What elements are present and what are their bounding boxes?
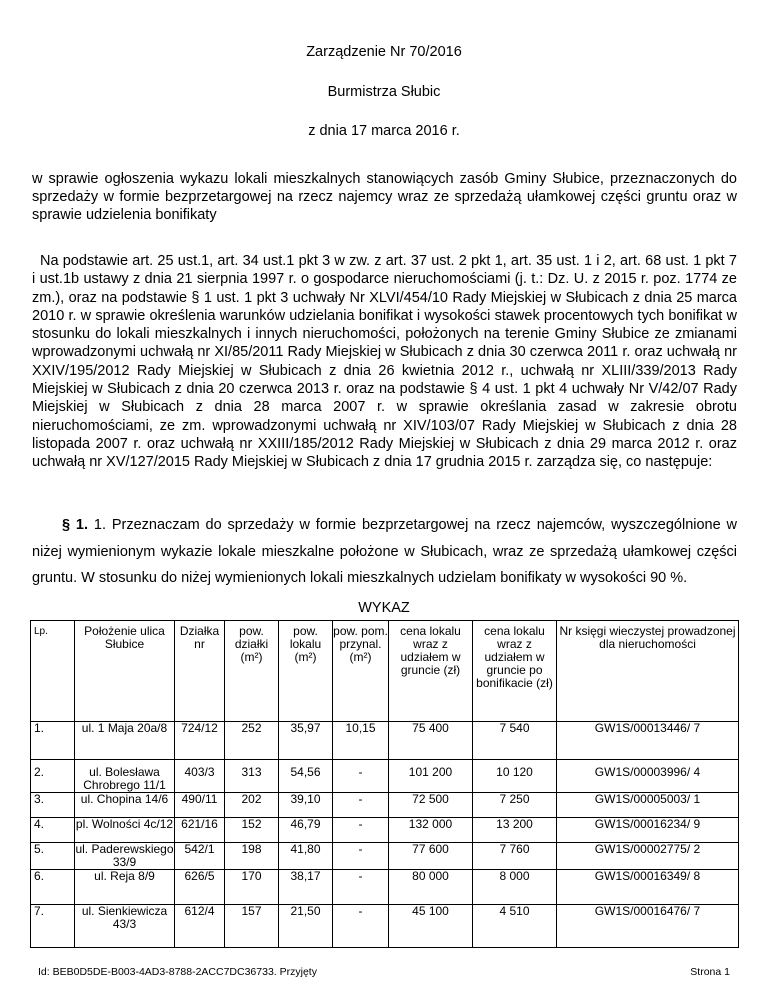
cell-plot: 621/16 bbox=[175, 818, 225, 843]
paragraph-1 bbox=[32, 512, 737, 592]
cell-price: 75 400 bbox=[389, 722, 473, 760]
document-issuer: Burmistrza Słubic bbox=[327, 84, 441, 100]
cell-adjacent-area: 10,15 bbox=[333, 722, 389, 760]
cell-plot: 542/1 bbox=[175, 843, 225, 870]
cell-plot: 724/12 bbox=[175, 722, 225, 760]
cell-unit-area: 54,56 bbox=[279, 760, 333, 793]
property-table-container bbox=[30, 620, 738, 948]
cell-address: ul. 1 Maja 20a/8 bbox=[75, 722, 175, 760]
header-lp: Lp. bbox=[31, 621, 75, 722]
table-row bbox=[31, 760, 739, 793]
cell-price: 101 200 bbox=[389, 760, 473, 793]
header-land-register: Nr księgi wieczystej prowadzonej dla nieruchomości bbox=[557, 621, 739, 722]
paragraph-1-text: 1. Przeznaczam do sprzedaży w formie bezprzetargowej na rzecz najemców, wyszczególnione w niżej wymienionym wykazie lokale mieszkalne położone w Słubicach, wraz ze sprzedażą ułamkowej części gruntu. W stosunku do niżej wymienionych lokali mieszkalnych udzielam bonifikaty w wysokości 90 %. bbox=[32, 517, 738, 586]
cell-lp: 1. bbox=[31, 722, 75, 760]
header-address: Położenie ulica Słubice bbox=[75, 621, 175, 722]
document-title: Zarządzenie Nr 70/2016 bbox=[306, 44, 462, 60]
table-row bbox=[31, 793, 739, 818]
header-price: cena lokalu wraz z udziałem w gruncie (zł) bbox=[389, 621, 473, 722]
cell-plot: 612/4 bbox=[175, 905, 225, 948]
table-row bbox=[31, 722, 739, 760]
cell-lp: 5. bbox=[31, 843, 75, 870]
cell-plot-area: 152 bbox=[225, 818, 279, 843]
cell-price: 77 600 bbox=[389, 843, 473, 870]
cell-price-discount: 4 510 bbox=[473, 905, 557, 948]
header-unit-area: pow. lokalu (m²) bbox=[279, 621, 333, 722]
table-title: WYKAZ bbox=[358, 600, 410, 616]
document-date: z dnia 17 marca 2016 r. bbox=[308, 123, 460, 139]
cell-unit-area: 21,50 bbox=[279, 905, 333, 948]
cell-plot-area: 157 bbox=[225, 905, 279, 948]
cell-plot: 490/11 bbox=[175, 793, 225, 818]
cell-land-register: GW1S/00016234/ 9 bbox=[557, 818, 739, 843]
table-row bbox=[31, 905, 739, 948]
cell-price-discount: 7 250 bbox=[473, 793, 557, 818]
cell-adjacent-area: - bbox=[333, 905, 389, 948]
cell-price-discount: 8 000 bbox=[473, 870, 557, 905]
cell-address: pl. Wolności 4c/12 bbox=[75, 818, 175, 843]
cell-adjacent-area: - bbox=[333, 793, 389, 818]
cell-plot-area: 313 bbox=[225, 760, 279, 793]
cell-price: 80 000 bbox=[389, 870, 473, 905]
table-header-row bbox=[31, 621, 739, 722]
header-plot-area: pow. działki (m²) bbox=[225, 621, 279, 722]
document-subject: w sprawie ogłoszenia wykazu lokali mieszkalnych stanowiących zasób Gminy Słubice, przeznaczonych do sprzedaży w formie bezprzetargowej na rzecz najemcy wraz ze sprzedażą ułamkowej części gruntu oraz w sprawie udzielenia bonifikaty bbox=[32, 171, 737, 223]
cell-land-register: GW1S/00002775/ 2 bbox=[557, 843, 739, 870]
cell-plot-area: 170 bbox=[225, 870, 279, 905]
header-plot: Działka nr bbox=[175, 621, 225, 722]
cell-address: ul. Chopina 14/6 bbox=[75, 793, 175, 818]
cell-address: ul. Reja 8/9 bbox=[75, 870, 175, 905]
cell-address: ul. Paderewskiego 33/9 bbox=[75, 842, 174, 869]
cell-price-discount: 13 200 bbox=[473, 818, 557, 843]
cell-plot: 403/3 bbox=[175, 760, 225, 793]
legal-basis: Na podstawie art. 25 ust.1, art. 34 ust.1 pkt 3 w zw. z art. 37 ust. 2 pkt 1, art. 35 ust. 1 i 2, art. 68 ust. 1 pkt 7 i ust.1b ustawy z dnia 21 sierpnia 1997 r. o gospodarce nieruchomościami (j. t.: Dz. U. z 2015 r. poz. 1774 ze zm.), oraz na podstawie § 1 ust. 1 pkt 3 uchwały Nr XLVI/454/10 Rady Miejskiej w Słubicach z dnia 25 marca 2010 r. w sprawie określenia warunków udzielania bonifikat i wysokości stawek procentowych tych bonifikat w stosunku do lokali mieszkalnych i innych nieruchomości, położonych na terenie Gminy Słubice ze zmianami wprowadzonymi uchwałą nr XI/85/2011 Rady Miejskiej w Słubicach z dnia 30 czerwca 2011 r. oraz uchwałą nr XXIV/195/2012 Rady Miejskiej w Słubicach z dnia 26 kwietnia 2012 r., uchwałą nr XLIII/339/2013 Rady Miejskiej w Słubicach z dnia 20 czerwca 2013 r. oraz na podstawie § 4 ust. 1 pkt 4 uchwały Nr V/42/07 Rady Miejskiej w Słubicach z dnia 28 marca 2007 r. w sprawie określania zasad w zakresie obrotu nieruchomościami, ze zm. wprowadzonymi uchwałą nr XIV/103/07 Rady Miejskiej w Słubicach z dnia 28 listopada 2007 r. oraz uchwałą nr XXIII/185/2012 Rady Miejskiej w Słubicach z dnia 29 marca 2012 r. oraz uchwałą nr XV/127/2015 Rady Miejskiej w Słubicach z dnia 17 grudnia 2015 r. zarządza się, co następuje: bbox=[32, 253, 737, 471]
table-row bbox=[31, 843, 739, 870]
cell-adjacent-area: - bbox=[333, 843, 389, 870]
cell-adjacent-area: - bbox=[333, 760, 389, 793]
cell-price-discount: 7 760 bbox=[473, 843, 557, 870]
cell-land-register: GW1S/00016476/ 7 bbox=[557, 905, 739, 948]
cell-unit-area: 41,80 bbox=[279, 843, 333, 870]
cell-price: 45 100 bbox=[389, 905, 473, 948]
cell-address: ul. Sienkiewicza 43/3 bbox=[75, 905, 175, 948]
property-table bbox=[30, 620, 739, 948]
cell-unit-area: 39,10 bbox=[279, 793, 333, 818]
header-price-discount: cena lokalu wraz z udziałem w gruncie po bonifikacie (zł) bbox=[473, 621, 557, 722]
cell-lp: 3. bbox=[31, 793, 75, 818]
cell-land-register: GW1S/00016349/ 8 bbox=[557, 870, 739, 905]
cell-plot-area: 198 bbox=[225, 843, 279, 870]
cell-lp: 4. bbox=[31, 818, 75, 843]
cell-price: 72 500 bbox=[389, 793, 473, 818]
cell-price: 132 000 bbox=[389, 818, 473, 843]
page-number: Strona 1 bbox=[690, 966, 730, 978]
cell-lp: 7. bbox=[31, 905, 75, 948]
cell-plot-area: 252 bbox=[225, 722, 279, 760]
cell-price-discount: 7 540 bbox=[473, 722, 557, 760]
cell-unit-area: 38,17 bbox=[279, 870, 333, 905]
cell-land-register: GW1S/00013446/ 7 bbox=[557, 722, 739, 760]
cell-lp: 2. bbox=[31, 760, 75, 793]
cell-land-register: GW1S/00003996/ 4 bbox=[557, 760, 739, 793]
cell-price-discount: 10 120 bbox=[473, 760, 557, 793]
header-adjacent-area: pow. pom. przynal. (m²) bbox=[333, 621, 389, 722]
paragraph-1-label: § 1. bbox=[62, 517, 89, 533]
cell-lp: 6. bbox=[31, 870, 75, 905]
cell-plot-area: 202 bbox=[225, 793, 279, 818]
cell-plot: 626/5 bbox=[175, 870, 225, 905]
table-row bbox=[31, 818, 739, 843]
cell-unit-area: 35,97 bbox=[279, 722, 333, 760]
cell-unit-area: 46,79 bbox=[279, 818, 333, 843]
document-id-footer: Id: BEB0D5DE-B003-4AD3-8788-2ACC7DC36733. Przyjęty bbox=[38, 966, 317, 978]
table-row bbox=[31, 870, 739, 905]
cell-adjacent-area: - bbox=[333, 818, 389, 843]
cell-address: ul. Bolesława Chrobrego 11/1 bbox=[75, 760, 175, 793]
cell-adjacent-area: - bbox=[333, 870, 389, 905]
cell-land-register: GW1S/00005003/ 1 bbox=[557, 793, 739, 818]
